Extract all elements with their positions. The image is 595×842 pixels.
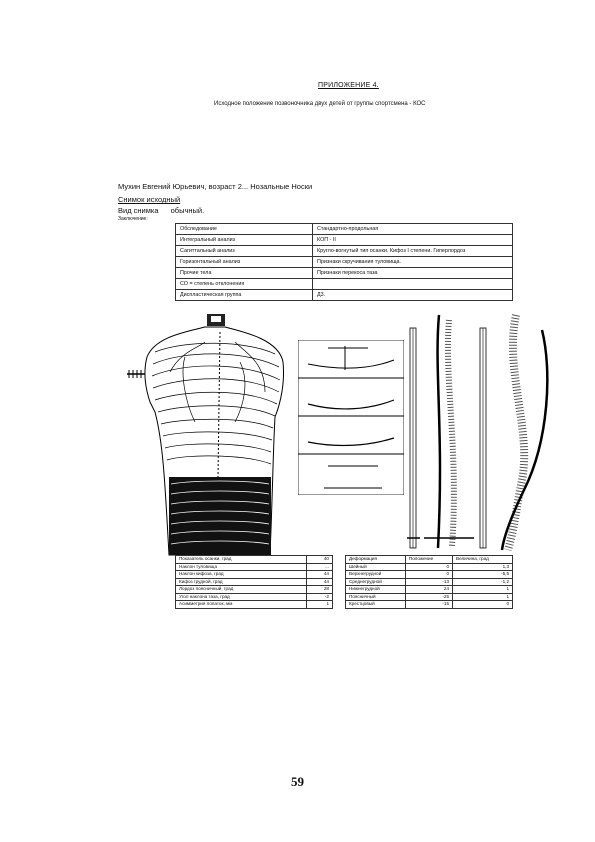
deformation-row bbox=[346, 563, 513, 571]
info-value: Стандартно-продольная bbox=[313, 224, 513, 235]
posture-metrics-table bbox=[175, 555, 333, 609]
lumbar-shaded-area bbox=[169, 477, 271, 555]
deformation-label: Среднегрудной bbox=[346, 578, 406, 586]
info-value: Д3. bbox=[313, 290, 513, 301]
info-row bbox=[176, 268, 513, 279]
deformation-table bbox=[345, 555, 513, 609]
spine-front-profile bbox=[424, 315, 474, 548]
position-header: Положение bbox=[405, 556, 452, 564]
metric-label: Асимметрия лопаток, мм bbox=[176, 601, 307, 609]
info-value: Кругло-вогнутый тип осанки. Кифоз I степени. Гиперлордоз bbox=[313, 246, 513, 257]
deformation-magnitude: 1 bbox=[453, 593, 513, 601]
metric-row bbox=[176, 586, 333, 594]
info-value: КОП - II bbox=[313, 235, 513, 246]
info-value: Признаки перекоса таза bbox=[313, 268, 513, 279]
info-label: Диспластическая группа bbox=[176, 290, 313, 301]
metric-label: Наклон туловища bbox=[176, 563, 307, 571]
metric-label: Угол наклона таза, град bbox=[176, 593, 307, 601]
deformation-header: Деформация bbox=[346, 556, 406, 564]
deformation-label: Поясничный bbox=[346, 593, 406, 601]
metric-value: 28 bbox=[307, 586, 333, 594]
deformation-position: -15 bbox=[405, 601, 452, 609]
diagnosis-info-table bbox=[175, 223, 513, 301]
metric-row bbox=[176, 601, 333, 609]
metric-value: ... bbox=[307, 563, 333, 571]
metric-row bbox=[176, 571, 333, 579]
info-label: Прочие тела bbox=[176, 268, 313, 279]
deformation-magnitude: 0 bbox=[453, 601, 513, 609]
info-label: Горизонтальный анализ bbox=[176, 257, 313, 268]
deformation-position: 24 bbox=[405, 586, 452, 594]
deformation-magnitude: -5,5 bbox=[453, 571, 513, 579]
info-label: СО = степень отклонения bbox=[176, 279, 313, 290]
view-type-label: Вид снимка bbox=[118, 206, 159, 215]
metric-value: 1 bbox=[307, 601, 333, 609]
deformation-position: 0 bbox=[405, 563, 452, 571]
deformation-row bbox=[346, 578, 513, 586]
metric-row bbox=[176, 556, 333, 564]
page-number: 59 bbox=[291, 774, 304, 789]
patient-name-line: Мухин Евгений Юрьевич, возраст 2... Нозальные Носки bbox=[118, 182, 313, 191]
deformation-position: 0 bbox=[405, 571, 452, 579]
info-label: Сагиттальный анализ bbox=[176, 246, 313, 257]
metric-label: Лордоз поясничный, град bbox=[176, 586, 307, 594]
view-type-line bbox=[118, 206, 204, 215]
side-ruler bbox=[127, 370, 145, 378]
info-row bbox=[176, 290, 513, 301]
info-label: Обследование bbox=[176, 224, 313, 235]
deformation-position: -25 bbox=[405, 593, 452, 601]
horizontal-sections bbox=[298, 340, 404, 495]
metric-value: 44 bbox=[307, 578, 333, 586]
magnitude-header: Величина, град bbox=[453, 556, 513, 564]
info-value bbox=[313, 279, 513, 290]
metric-label: Кифоз грудной, град bbox=[176, 578, 307, 586]
info-row bbox=[176, 235, 513, 246]
back-topography-figure bbox=[125, 312, 297, 557]
appendix-title: ПРИЛОЖЕНИЕ 4. bbox=[318, 82, 379, 89]
deformation-magnitude: 1 bbox=[453, 586, 513, 594]
deformation-label: Нижнегрудной bbox=[346, 586, 406, 594]
conclusion-label: Заключение: bbox=[118, 216, 148, 222]
info-row bbox=[176, 246, 513, 257]
info-row bbox=[176, 257, 513, 268]
deformation-label: Верхнегрудной bbox=[346, 571, 406, 579]
deformation-row bbox=[346, 593, 513, 601]
metric-label: Показатель осанки, град bbox=[176, 556, 307, 564]
metric-label: Наклон кифоза, град bbox=[176, 571, 307, 579]
deformation-label: Крестцовый bbox=[346, 601, 406, 609]
metric-value: -2 bbox=[307, 593, 333, 601]
metric-row bbox=[176, 563, 333, 571]
view-type-value: обычный. bbox=[170, 206, 205, 215]
snapshot-type-line: Снимок исходный bbox=[118, 195, 181, 204]
info-label: Интегральный анализ bbox=[176, 235, 313, 246]
spine-profiles bbox=[404, 310, 554, 555]
spine-side-profile bbox=[502, 315, 547, 550]
deformation-row bbox=[346, 601, 513, 609]
deformation-label: Шейный bbox=[346, 563, 406, 571]
deformation-row bbox=[346, 586, 513, 594]
metric-row bbox=[176, 593, 333, 601]
info-value: Признаки скручивания туловища. bbox=[313, 257, 513, 268]
metric-row bbox=[176, 578, 333, 586]
info-row bbox=[176, 224, 513, 235]
deformation-magnitude: -1,2 bbox=[453, 578, 513, 586]
deformation-magnitude: 1,3 bbox=[453, 563, 513, 571]
deformation-row bbox=[346, 571, 513, 579]
info-row bbox=[176, 279, 513, 290]
metric-value: 44 bbox=[307, 571, 333, 579]
metric-value: 40 bbox=[307, 556, 333, 564]
deformation-position: -13 bbox=[405, 578, 452, 586]
document-subtitle: Исходное положение позвоночника двух детей от группы спортсмена - КОС bbox=[214, 101, 426, 107]
